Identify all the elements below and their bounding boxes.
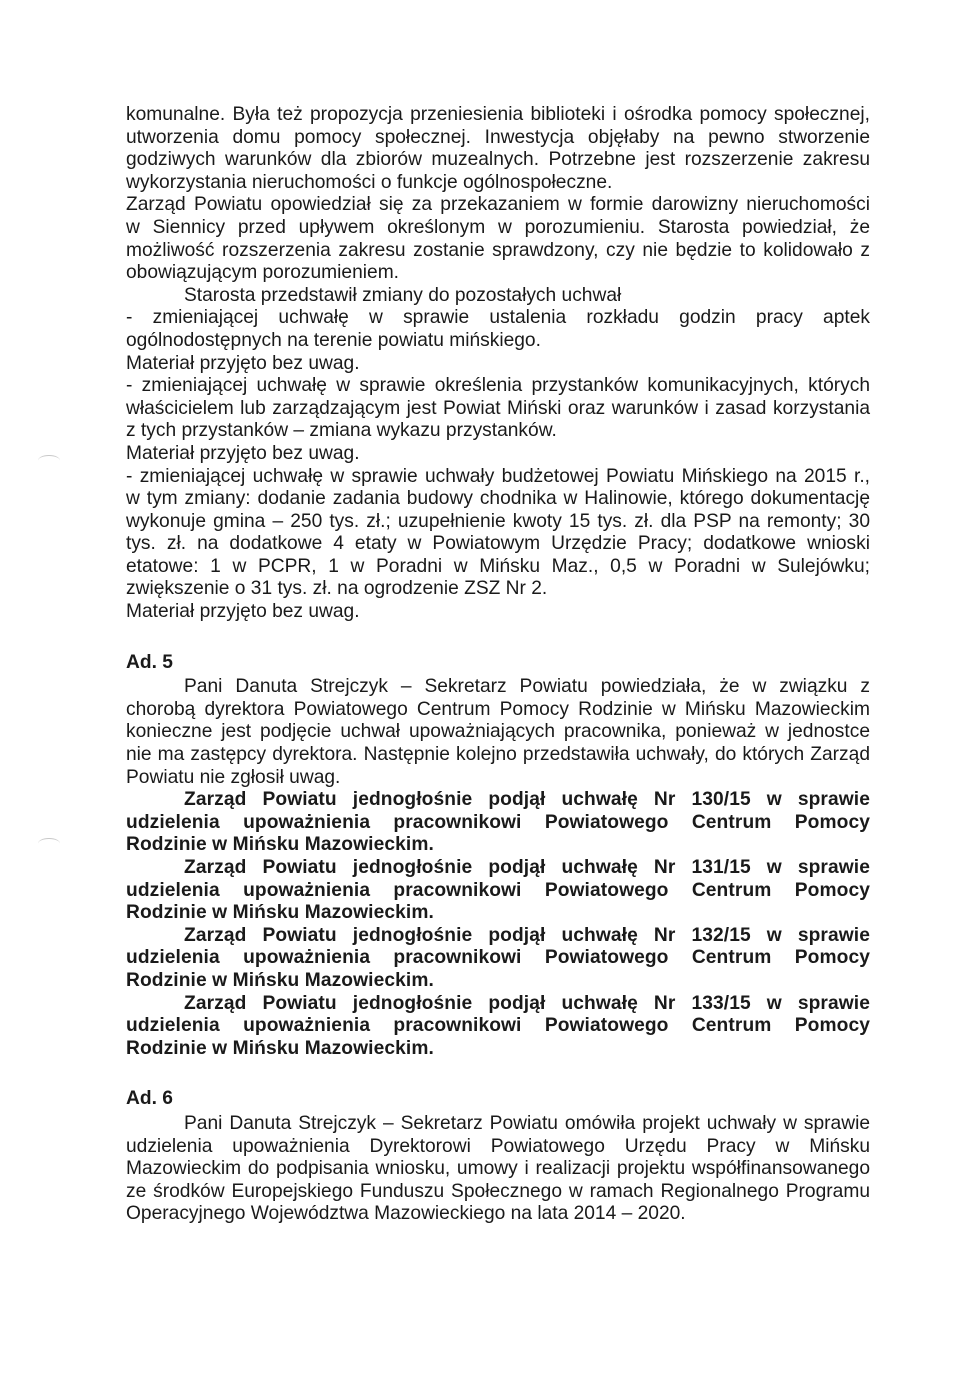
text-line: - zmieniającej uchwałę w sprawie ustalenia rozkładu godzin pracy aptek <box>126 307 870 329</box>
section-heading-ad6: Ad. 6 <box>126 1088 173 1110</box>
text-line: Mazowieckim do podpisania wniosku, umowy i realizacji projektu współfinansowanego <box>126 1158 870 1180</box>
text-line: udzielenia upoważnienia pracownikowi Powiatowego Centrum Pomocy <box>126 1015 870 1037</box>
text-line: z tych przystanków – zmiana wykazu przystanków. <box>126 420 557 442</box>
text-line: Zarząd Powiatu jednogłośnie podjął uchwałę Nr 131/15 w sprawie <box>184 857 870 878</box>
resolution-132 <box>126 925 870 993</box>
text-line: ogólnodostępnych na terenie powiatu mińskiego. <box>126 329 541 351</box>
text-line: godziwych warunków dla zbiorów muzealnych. Potrzebne jest rozszerzenie zakresu <box>126 149 870 171</box>
paragraph-4 <box>126 307 870 375</box>
text-line: Zarząd Powiatu jednogłośnie podjął uchwałę Nr 130/15 w sprawie <box>184 789 870 811</box>
text-line: konieczne jest podjęcie uchwał upoważniających pracownika, ponieważ w jednostce <box>126 721 870 743</box>
text-line: wykorzystania nieruchomości o funkcje ogólnospołeczne. <box>126 171 613 193</box>
text-line: Pani Danuta Strejczyk – Sekretarz Powiatu omówiła projekt uchwały w sprawie <box>184 1112 870 1134</box>
text-line: udzielenia upoważnienia pracownikowi Powiatowego Centrum Pomocy <box>126 879 870 901</box>
paragraph-2 <box>126 194 870 284</box>
text-line: udzielenia upoważnienia pracownikowi Powiatowego Centrum Pomocy <box>126 947 870 969</box>
text-line: w Siennicy przed upływem określonym w porozumieniu. Starosta powiedział, że <box>126 216 870 238</box>
text-line: Rodzinie w Mińsku Mazowieckim. <box>126 1037 434 1059</box>
ad5-intro <box>126 676 870 789</box>
scan-mark-bottom <box>38 838 60 849</box>
text-line: Rodzinie w Mińsku Mazowieckim. <box>126 902 434 924</box>
text-line: Powiatu nie zgłosił uwag. <box>126 766 341 788</box>
scan-mark-top <box>38 455 60 466</box>
text-line: właścicielem lub zarządzającym jest Powiat Miński oraz warunków i zasad korzystania <box>126 397 870 419</box>
text-line: Starosta przedstawił zmiany do pozostałych uchwał <box>184 284 622 306</box>
document-page <box>126 104 870 1226</box>
text-line: Operacyjnego Województwa Mazowieckiego na lata 2014 – 2020. <box>126 1203 686 1225</box>
accepted-note: Materiał przyjęto bez uwag. <box>126 442 360 464</box>
text-line: chorobą dyrektora Powiatowego Centrum Pomocy Rodzinie w Mińsku Mazowieckim <box>126 698 870 720</box>
text-line: nie ma zastępcy dyrektora. Następnie kolejno przedstawiła uchwały, do których Zarząd <box>126 744 870 766</box>
text-line: Pani Danuta Strejczyk – Sekretarz Powiatu powiedziała, że w związku z <box>184 676 870 698</box>
text-line: udzielenia upoważnienia Dyrektorowi Powiatowego Urzędu Pracy w Mińsku <box>126 1135 870 1157</box>
resolution-131 <box>126 857 870 925</box>
text-line: obowiązującym porozumieniem. <box>126 262 400 284</box>
text-line: Rodzinie w Mińsku Mazowieckim. <box>126 834 434 856</box>
text-line: etatowe: 1 w PCPR, 1 w Poradni w Mińsku Maz., 0,5 w Poradni w Sulejówku; <box>126 555 870 577</box>
text-line: komunalne. Była też propozycja przeniesienia biblioteki i ośrodka pomocy społecznej, <box>126 104 870 125</box>
ad6-text <box>126 1113 870 1226</box>
text-line: - zmieniającej uchwałę w sprawie określenia przystanków komunikacyjnych, których <box>126 375 870 397</box>
paragraph-6 <box>126 466 870 624</box>
text-line: udzielenia upoważnienia pracownikowi Powiatowego Centrum Pomocy <box>126 811 870 833</box>
paragraph-3 <box>126 285 870 308</box>
text-line: wykonuje gmina – 250 tys. zł.; uzupełnienie kwoty 15 tys. zł. dla PSP na remonty; 30 <box>126 510 870 532</box>
text-line: zwiększenie o 31 tys. zł. na ogrodzenie ZSZ Nr 2. <box>126 578 548 600</box>
accepted-note: Materiał przyjęto bez uwag. <box>126 352 360 374</box>
accepted-note: Materiał przyjęto bez uwag. <box>126 601 360 623</box>
text-line: tys. zł. na dodatkowe 4 etaty w Powiatowym Urzędzie Pracy; dodatkowe wnioski <box>126 533 870 555</box>
text-line: Zarząd Powiatu opowiedział się za przekazaniem w formie darowizny nieruchomości <box>126 194 870 216</box>
resolution-133 <box>126 993 870 1061</box>
text-line: Rodzinie w Mińsku Mazowieckim. <box>126 969 434 991</box>
text-line: ze środków Europejskiego Funduszu Społecznego w ramach Regionalnego Programu <box>126 1180 870 1202</box>
text-line: utworzenia domu pomocy społecznej. Inwestycja objęłaby na pewno stworzenie <box>126 126 870 148</box>
text-line: Zarząd Powiatu jednogłośnie podjął uchwałę Nr 132/15 w sprawie <box>184 924 870 946</box>
resolution-130 <box>126 789 870 857</box>
text-line: możliwość rozszerzenia zakresu zostanie sprawdzony, czy nie będzie to kolidowało z <box>126 239 870 261</box>
text-line: Zarząd Powiatu jednogłośnie podjął uchwałę Nr 133/15 w sprawie <box>184 992 870 1014</box>
section-heading-ad5: Ad. 5 <box>126 651 173 673</box>
text-line: w tym zmiany: dodanie zadania budowy chodnika w Halinowie, którego dokumentację <box>126 488 870 510</box>
paragraph-5 <box>126 375 870 465</box>
paragraph-1 <box>126 104 870 194</box>
text-line: - zmieniającej uchwałę w sprawie uchwały budżetowej Powiatu Mińskiego na 2015 r., <box>126 465 870 487</box>
